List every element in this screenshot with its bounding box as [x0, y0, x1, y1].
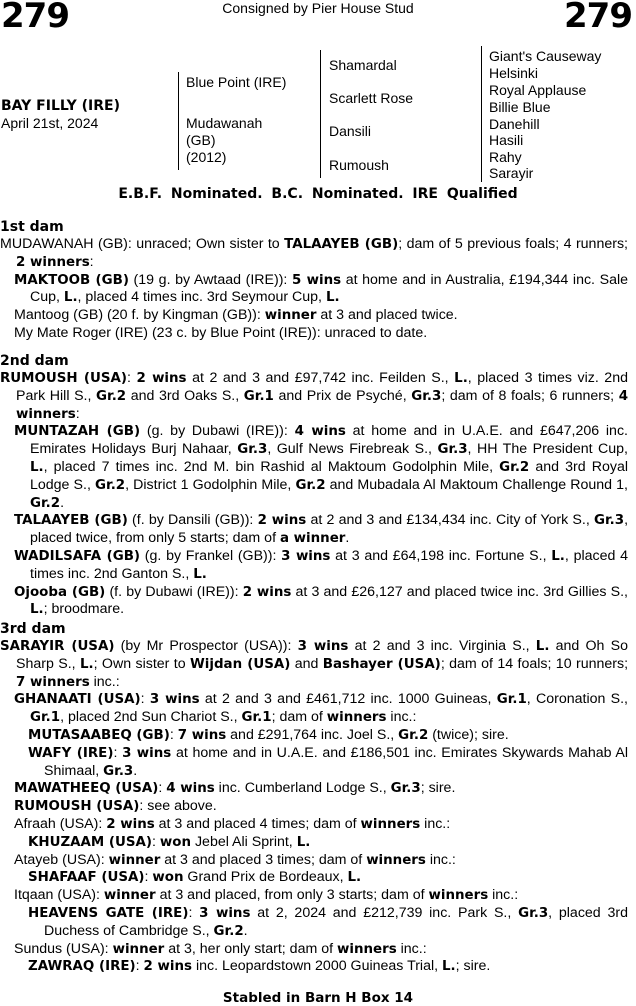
pedigree-entry — [0, 798, 636, 816]
entry-text-bold: 5 wins — [291, 272, 342, 288]
pedigree-dam-name: Mudawanah — [186, 115, 263, 131]
pedigree-gen2-1: Scarlett Rose — [329, 90, 414, 106]
entry-text-bold: Gr.1 — [243, 388, 274, 404]
entry-text-bold: Gr.3 — [390, 781, 421, 797]
entry-text: (f. by Dubawi (IRE)): — [105, 583, 243, 600]
entry-text-bold: L. — [79, 656, 94, 672]
entry-text-bold: L. — [30, 459, 44, 475]
entry-text-bold: winner — [103, 888, 156, 904]
entry-text-bold: Gr.3 — [593, 513, 625, 529]
pedigree-entry — [0, 423, 636, 512]
pedigree-dam-year: (2012) — [186, 149, 227, 165]
entry-text-bold: MUTASAABEQ (GB) — [28, 727, 170, 743]
entry-text-bold: Gr.3 — [437, 442, 468, 458]
entry-text: : — [169, 726, 178, 743]
pedigree-entry — [0, 638, 636, 691]
second-dam-entries — [0, 370, 636, 619]
pedigree-entry — [0, 941, 636, 959]
entry-text-bold: L. — [535, 639, 550, 654]
entry-text-bold: L. — [193, 566, 207, 582]
pedigree-gen2-2: Dansili — [329, 123, 372, 139]
entry-text: Jebel Ali Sprint, — [191, 833, 297, 850]
entry-text-bold: 7 wins — [177, 727, 227, 743]
entry-text: (19 g. by Awtaad (IRE)): — [128, 271, 292, 288]
entry-text-bold: L. — [347, 870, 362, 886]
entry-text: ; dam of 5 previous foals; 4 runners; — [398, 236, 628, 252]
entry-text-bold: Gr.1 — [496, 692, 527, 708]
entry-text: Itqaan (USA): — [14, 887, 104, 904]
entry-text-bold: won — [152, 870, 184, 886]
entry-text-bold: Gr.2 — [96, 388, 127, 404]
lot-number-left: 279 — [1, 0, 69, 36]
entry-text-bold: winner — [112, 941, 165, 957]
entry-text-bold: TALAAYEB (GB) — [284, 237, 399, 252]
entry-text-bold: 2 wins — [136, 371, 187, 386]
entry-text-bold: winner — [108, 852, 161, 868]
entry-text-bold: 3 wins — [297, 639, 349, 654]
third-dam-entries — [0, 638, 636, 976]
pedigree-gen3-1: Helsinki — [489, 65, 539, 81]
entry-text-bold: 3 wins — [149, 692, 200, 708]
entry-text: and 3rd Oaks S., — [126, 387, 244, 404]
pedigree-entry — [0, 869, 636, 887]
entry-text: inc.: — [386, 709, 417, 726]
entry-text: (g. by Dubawi (IRE)): — [140, 423, 295, 440]
entry-text: : — [152, 833, 160, 850]
pedigree-entry — [0, 727, 636, 745]
pedigree-entry — [0, 272, 636, 308]
entry-text: ; sire. — [455, 958, 491, 975]
entry-text-bold: L. — [30, 602, 44, 618]
entry-text: : — [188, 904, 200, 921]
entry-text: and Oh So Sharp S., — [16, 638, 628, 672]
entry-text: : — [144, 869, 153, 886]
pedigree-gen3-2: Royal Applause — [489, 82, 587, 98]
entry-text-bold: L. — [63, 290, 78, 306]
pedigree-entry — [0, 370, 636, 423]
entry-text: , placed 3 times viz. 2nd Park Hill S., — [16, 370, 628, 404]
entry-text: : — [158, 780, 167, 797]
pedigree-entry — [0, 780, 636, 798]
entry-text-bold: SARAYIR (USA) — [0, 639, 115, 654]
entry-text-bold: Gr.3 — [518, 905, 549, 921]
pedigree-entry — [0, 834, 636, 852]
pedigree-gen3-0: Giant's Causeway — [489, 48, 602, 64]
pedigree-gen2-0: Shamardal — [329, 57, 397, 73]
entry-text-bold: winners — [366, 852, 426, 868]
entry-text-bold: winners — [428, 888, 489, 904]
entry-text-bold: RUMOUSH (USA) — [0, 371, 127, 386]
pedigree-bracket-1 — [178, 72, 179, 170]
pedigree-entry — [0, 584, 636, 620]
entry-text-bold: Gr.1 — [30, 710, 61, 726]
pedigree-bracket-3 — [481, 46, 482, 182]
pedigree-gen3-3: Billie Blue — [489, 99, 551, 115]
entry-text: at 2, 2024 and £212,739 inc. Park S., — [250, 904, 519, 921]
pedigree-entry — [0, 887, 636, 905]
entry-text: inc. Cumberland Lodge S., — [214, 780, 391, 797]
entry-text: Grand Prix de Bordeaux, — [183, 869, 348, 886]
entry-text: ; dam of 14 foals; 10 runners; — [440, 655, 629, 672]
entry-text: , District 1 Godolphin Mile, — [125, 476, 296, 493]
entry-text: Sundus (USA): — [14, 940, 113, 957]
entry-text: (f. by Dansili (GB)): — [127, 512, 258, 529]
pedigree-sire: Blue Point (IRE) — [186, 74, 287, 90]
entry-text-bold: winners — [326, 710, 387, 726]
entry-text: : see above. — [139, 798, 217, 815]
entry-text: at 2 and 3 and £134,434 inc. City of York S., — [306, 512, 594, 529]
pedigree-entry — [0, 852, 636, 870]
entry-text: : — [75, 405, 80, 422]
entry-text-bold: 2 wins — [257, 513, 307, 529]
entry-text-bold: RUMOUSH (USA) — [14, 799, 140, 815]
entry-text-bold: Bashayer (USA) — [322, 656, 441, 672]
entry-text-bold: Gr.3 — [237, 442, 268, 458]
entry-text: : — [135, 958, 144, 975]
entry-text-bold: Gr.2 — [295, 477, 326, 493]
entry-text: at 3 and placed 4 times; dam of — [154, 815, 361, 832]
entry-text-bold: a winner — [279, 531, 346, 547]
entry-text-bold: L. — [296, 834, 311, 850]
entry-text-bold: winners — [360, 816, 421, 832]
entry-text: , Gulf News Firebreak S., — [267, 441, 438, 458]
entry-text-bold: Gr.3 — [411, 388, 442, 404]
pedigree-entry — [0, 905, 636, 941]
pedigree-gen3-5: Hasili — [489, 132, 524, 148]
entry-text-bold: won — [159, 834, 192, 850]
pedigree-gen2-3: Rumoush — [329, 157, 389, 173]
entry-text: My Mate Roger (IRE) (23 c. by Blue Point (IRE)): unraced to date. — [14, 324, 428, 341]
entry-text-bold: 3 wins — [199, 905, 251, 921]
entry-text: . — [345, 530, 350, 547]
entry-text-bold: 2 wins — [106, 816, 155, 832]
entry-text: inc.: — [425, 851, 456, 868]
entry-text-bold: 4 winners — [16, 388, 629, 422]
entry-text: , Coronation S., — [526, 691, 628, 708]
third-dam-heading: 3rd dam — [0, 621, 66, 637]
entry-text: at 2 and 3 and £461,712 inc. 1000 Guineas, — [199, 691, 497, 708]
entry-text: at 3 and £26,127 and placed twice inc. 3rd Gillies S., — [291, 583, 628, 600]
entry-text: at 2 and 3 and £97,742 inc. Feilden S., — [186, 370, 455, 386]
entry-text-bold: Gr.2 — [499, 459, 530, 475]
entry-text-bold: HEAVENS GATE (IRE) — [28, 905, 189, 921]
entry-text-bold: WAFY (IRE) — [28, 745, 114, 761]
consignor: Consigned by Pier House Stud — [222, 0, 414, 16]
entry-text: inc. Leopardstown 2000 Guineas Trial, — [192, 958, 443, 975]
entry-text: , placed 3rd Duchess of Cambridge S., — [44, 904, 628, 939]
entry-text-bold: WADILSAFA (GB) — [14, 548, 141, 564]
entry-text-bold: SHAFAAF (USA) — [28, 870, 145, 886]
entry-text: at 2 and 3 inc. Virginia S., — [348, 638, 536, 654]
entry-text: . — [243, 922, 248, 939]
first-dam-entries — [0, 236, 636, 342]
entry-text: and 3rd Royal Lodge S., — [30, 458, 628, 493]
entry-text-bold: 3 wins — [281, 548, 331, 564]
pedigree-entry — [0, 307, 636, 325]
entry-text: ; sire. — [420, 780, 456, 797]
entry-text-bold: ZAWRAQ (IRE) — [28, 959, 136, 975]
entry-text: at 3 and placed 3 times; dam of — [160, 851, 367, 868]
entry-text: . — [60, 494, 65, 511]
entry-text-bold: MAWATHEEQ (USA) — [14, 781, 159, 797]
pedigree-entry — [0, 236, 636, 272]
entry-text: Atayeb (USA): — [14, 851, 109, 868]
entry-text: and £291,764 inc. Joel S., — [226, 726, 399, 743]
entry-text: and Prix de Psyché, — [273, 387, 412, 404]
pedigree-gen3-6: Rahy — [489, 149, 522, 165]
entry-text-bold: 4 wins — [294, 424, 346, 440]
entry-text-bold: L. — [551, 548, 565, 564]
pedigree-entry — [0, 691, 636, 727]
entry-text-bold: winner — [264, 308, 317, 324]
entry-text-bold: Ojooba (GB) — [14, 584, 106, 600]
entry-text-bold: Gr.1 — [241, 710, 272, 726]
pedigree-entry — [0, 745, 636, 781]
entry-text: at 3 and placed, from only 3 starts; dam of — [155, 887, 429, 904]
entry-text: at 3, her only start; dam of — [164, 940, 337, 957]
entry-text: , placed 2nd Sun Chariot S., — [60, 709, 242, 726]
entry-text: , placed twice, from only 5 starts; dam of — [30, 512, 629, 547]
entry-text: : — [89, 253, 94, 270]
entry-text-bold: MUNTAZAH (GB) — [14, 424, 141, 440]
entry-text: Mantoog (GB) (20 f. by Kingman (GB)): — [14, 307, 265, 324]
entry-text: , placed 4 times inc. 2nd Ganton S., — [30, 547, 628, 582]
entry-text: , placed 7 times inc. 2nd M. bin Rashid al Maktoum Godolphin Mile, — [43, 458, 500, 475]
entry-text-bold: 4 wins — [166, 781, 215, 797]
entry-text: ; dam of — [271, 709, 327, 726]
entry-text-bold: L. — [325, 290, 340, 306]
pedigree-entry — [0, 958, 636, 976]
entry-text: : — [127, 370, 137, 386]
entry-text: ; broodmare. — [43, 601, 125, 618]
entry-text-bold: L. — [442, 959, 456, 975]
stabling-info: Stabled in Barn H Box 14 — [222, 990, 414, 1006]
entry-text-bold: MAKTOOB (GB) — [14, 272, 129, 288]
entry-text: (by Mr Prospector (USA)): — [114, 638, 298, 654]
entry-text: , HH The President Cup, — [467, 441, 629, 458]
entry-text-bold: Gr.2 — [213, 923, 244, 939]
entry-text: and — [290, 655, 323, 672]
entry-text-bold: 2 wins — [242, 584, 292, 600]
pedigree-entry — [0, 816, 636, 834]
entry-text: at 3 and £64,198 inc. Fortune S., — [330, 547, 552, 564]
pedigree-bracket-2 — [320, 50, 321, 178]
entry-text: (g. by Frankel (GB)): — [140, 547, 282, 564]
entry-text-bold: Gr.2 — [95, 477, 126, 493]
second-dam-section — [0, 353, 636, 619]
second-dam-heading: 2nd dam — [0, 353, 69, 369]
entry-text-bold: 3 wins — [122, 745, 172, 761]
pedigree-gen3-7: Sarayir — [489, 165, 534, 181]
entry-text: ; dam of 8 foals; 6 runners; — [441, 387, 619, 404]
first-dam-section — [0, 219, 636, 342]
entry-text-bold: Gr.3 — [103, 763, 134, 779]
entry-text-bold: L. — [454, 371, 468, 386]
pedigree-entry — [0, 325, 636, 342]
horse-name: BAY FILLY (IRE) — [1, 98, 120, 114]
entry-text: inc.: — [420, 815, 451, 832]
entry-text-bold: TALAAYEB (GB) — [14, 513, 128, 529]
entry-text-bold: 2 wins — [143, 959, 192, 975]
entry-text: , placed 4 times inc. 3rd Seymour Cup, — [77, 289, 326, 306]
entry-text-bold: Gr.2 — [398, 727, 429, 743]
entry-text: (twice); sire. — [428, 726, 509, 743]
entry-text-bold: KHUZAAM (USA) — [28, 834, 153, 850]
entry-text: at home and in Australia, £194,344 inc. Sale Cup, — [30, 271, 628, 306]
entry-text: : — [140, 691, 150, 708]
third-dam-section — [0, 621, 636, 976]
entry-text: at 3 and placed twice. — [316, 307, 458, 324]
entry-text-bold: GHANAATI (USA) — [14, 692, 141, 708]
entry-text: at home and in U.A.E. and £647,206 inc. Emirates Holidays Burj Nahaar, — [30, 423, 628, 458]
first-dam-heading: 1st dam — [0, 219, 64, 235]
lot-number-right: 279 — [564, 0, 632, 36]
entry-text: inc.: — [488, 887, 519, 904]
pedigree-gen3-4: Danehill — [489, 116, 540, 132]
pedigree-entry — [0, 548, 636, 584]
pedigree-dam-country: (GB) — [186, 132, 216, 148]
entry-text: MUDAWANAH (GB): unraced; Own sister to — [0, 236, 285, 252]
entry-text: : — [113, 744, 123, 761]
entry-text: . — [133, 762, 138, 779]
entry-text-bold: Wijdan (USA) — [190, 656, 291, 672]
entry-text: inc.: — [89, 673, 120, 690]
pedigree-entry — [0, 512, 636, 548]
entry-text-bold: winners — [337, 941, 397, 957]
entry-text: inc.: — [396, 940, 427, 957]
nominations: E.B.F. Nominated. B.C. Nominated. IRE Qualified — [118, 186, 518, 202]
entry-text: and Mubadala Al Maktoum Challenge Round 1, — [325, 476, 628, 493]
entry-text-bold: 7 winners — [16, 674, 90, 690]
foaling-date: April 21st, 2024 — [1, 115, 99, 131]
entry-text: ; Own sister to — [93, 655, 190, 672]
entry-text-bold: Gr.2 — [30, 495, 61, 511]
entry-text-bold: 2 winners — [16, 254, 90, 270]
entry-text: at home and in U.A.E. and £186,501 inc. Emirates Skywards Mahab Al Shimaal, — [44, 744, 628, 779]
entry-text: Afraah (USA): — [14, 815, 107, 832]
